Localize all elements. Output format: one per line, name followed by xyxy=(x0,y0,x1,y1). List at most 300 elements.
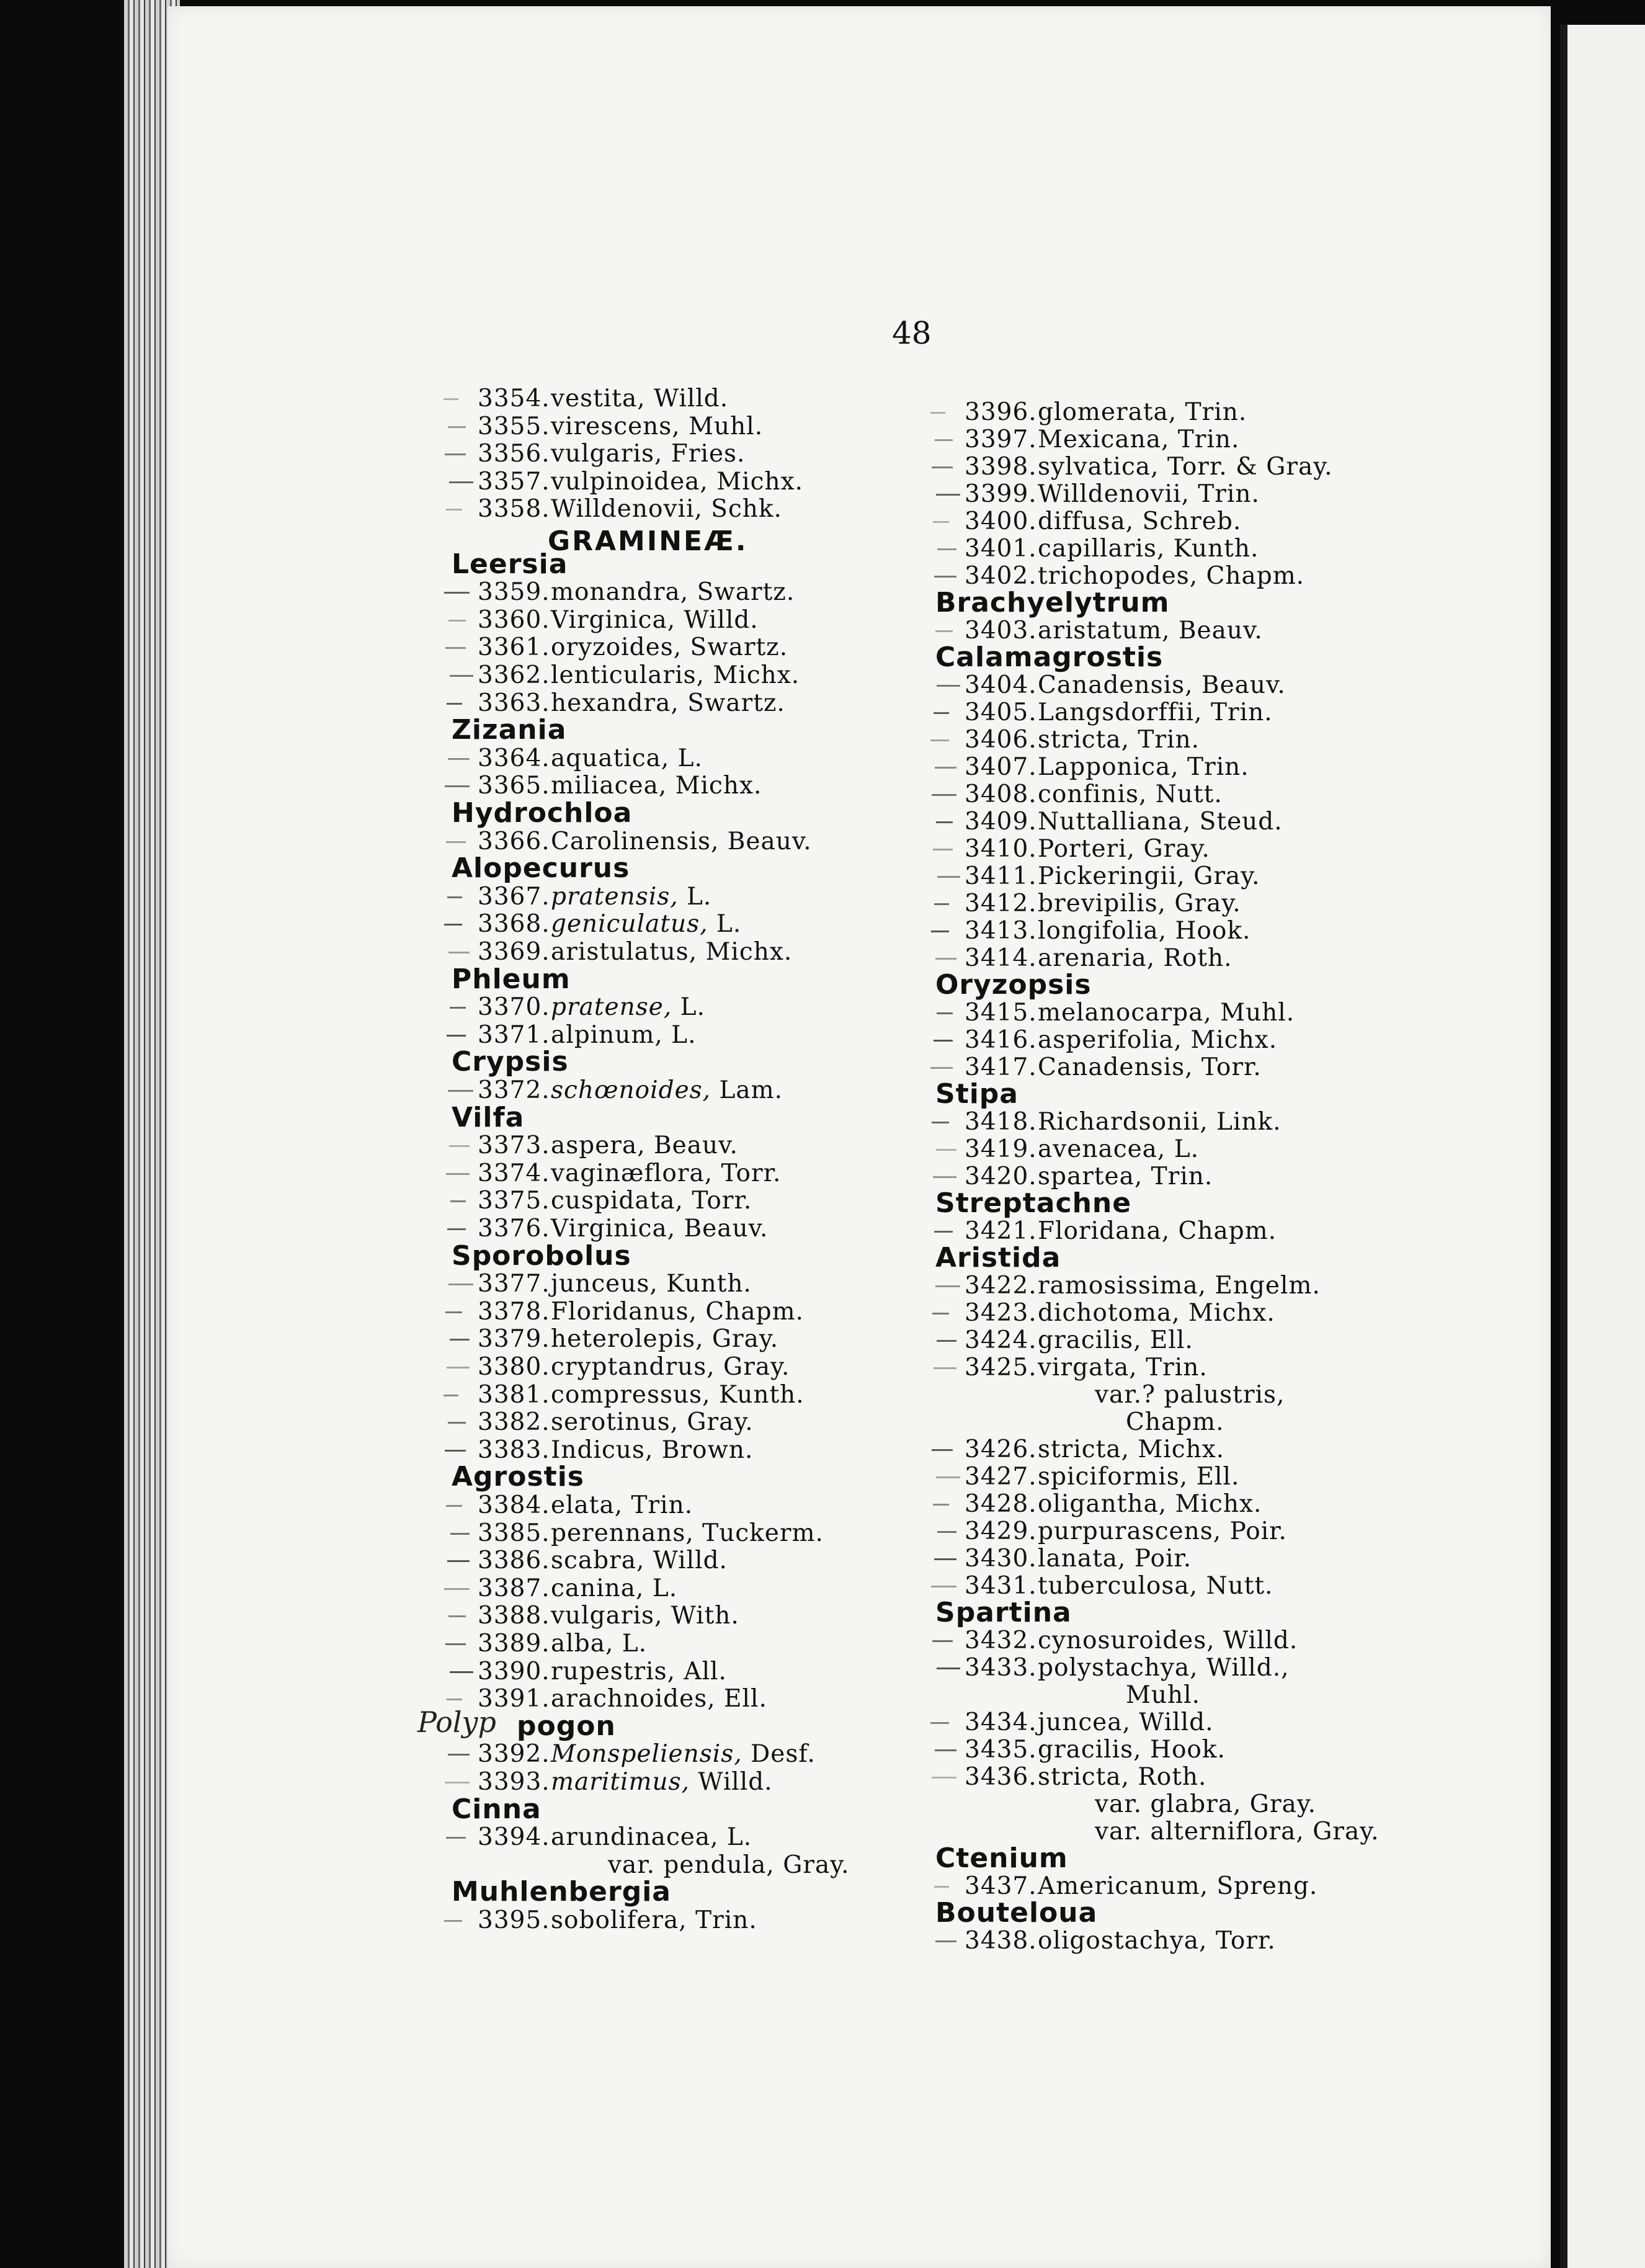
pencil-tick-mark xyxy=(447,1367,470,1368)
catalogue-entry xyxy=(965,1763,1206,1791)
species-name: aspera, Beauv. xyxy=(551,1132,738,1160)
species-name: oryzoides, Swartz. xyxy=(551,633,788,662)
pencil-tick-mark xyxy=(933,849,953,850)
species-name: Indicus, Brown. xyxy=(551,1435,754,1464)
pencil-tick-mark xyxy=(446,841,466,843)
pencil-tick-mark xyxy=(931,931,949,932)
catalogue-entry xyxy=(478,1298,804,1326)
species-name: gracilis, Hook. xyxy=(1038,1736,1226,1764)
pencil-tick-mark xyxy=(935,1940,956,1942)
species-name: arenaria, Roth. xyxy=(1038,944,1233,972)
species-name: Desf. xyxy=(742,1740,816,1769)
catalogue-entry xyxy=(478,440,745,468)
catalogue-entry xyxy=(965,535,1259,563)
catalogue-entry xyxy=(965,1572,1273,1600)
catalogue-entry xyxy=(965,1627,1298,1654)
pencil-tick-mark xyxy=(448,952,470,953)
species-name: vulpinoidea, Michx. xyxy=(551,467,803,496)
species-name: junceus, Kunth. xyxy=(551,1270,752,1298)
pencil-tick-mark xyxy=(932,794,956,796)
catalogue-entry xyxy=(965,1872,1317,1900)
species-name: tuberculosa, Nutt. xyxy=(1038,1572,1273,1600)
species-name: lanata, Poir. xyxy=(1038,1545,1192,1573)
entry-number: 3372. xyxy=(478,1076,550,1104)
catalogue-entry xyxy=(478,385,728,413)
pencil-tick-mark xyxy=(934,903,949,905)
pencil-tick-mark xyxy=(930,739,949,741)
species-name: vulgaris, With. xyxy=(551,1602,739,1630)
pencil-tick-mark xyxy=(447,1560,470,1562)
catalogue-entry xyxy=(965,1026,1277,1054)
species-name: Willd. xyxy=(690,1768,773,1796)
catalogue-entry xyxy=(478,883,711,911)
entry-number: 3400. xyxy=(965,507,1037,535)
entry-number: 3426. xyxy=(965,1435,1037,1463)
entry-number: 3409. xyxy=(965,808,1037,836)
species-name: Floridana, Chapm. xyxy=(1038,1217,1277,1245)
pencil-tick-mark xyxy=(450,1533,470,1535)
species-name: sobolifera, Trin. xyxy=(551,1906,757,1934)
entry-number: 3414. xyxy=(965,944,1037,972)
genus-heading: Leersia xyxy=(452,548,568,580)
catalogue-entry xyxy=(965,726,1200,754)
variety-line: var. pendula, Gray. xyxy=(608,1851,850,1879)
species-name-italic: maritimus, xyxy=(551,1768,690,1796)
catalogue-entry xyxy=(478,689,785,717)
catalogue-entry xyxy=(965,562,1304,590)
entry-number: 3384. xyxy=(478,1491,550,1519)
entry-number: 3436. xyxy=(965,1763,1037,1791)
species-name: aristulatus, Michx. xyxy=(551,938,793,966)
entry-number: 3435. xyxy=(965,1736,1037,1764)
entry-number: 3377. xyxy=(478,1270,550,1298)
entry-number: 3394. xyxy=(478,1823,550,1852)
entry-number: 3427. xyxy=(965,1463,1037,1491)
entry-number: 3375. xyxy=(478,1187,550,1215)
entry-number: 3382. xyxy=(478,1408,550,1437)
entry-number: 3361. xyxy=(478,633,550,662)
variety-line: var. alterniflora, Gray. xyxy=(1095,1818,1380,1846)
species-name: Lapponica, Trin. xyxy=(1038,753,1249,781)
species-name: L. xyxy=(708,910,742,939)
pencil-tick-mark xyxy=(447,896,462,898)
entry-number: 3413. xyxy=(965,917,1037,945)
entry-number: 3430. xyxy=(965,1545,1037,1573)
catalogue-entry xyxy=(965,617,1263,645)
species-name: Canadensis, Beauv. xyxy=(1038,671,1286,699)
book-page xyxy=(167,6,1551,2268)
entry-number: 3408. xyxy=(965,780,1037,808)
species-name: stricta, Trin. xyxy=(1038,726,1200,754)
entry-number: 3386. xyxy=(478,1547,550,1575)
catalogue-entry xyxy=(965,1517,1287,1545)
catalogue-entry xyxy=(478,633,788,661)
genus-heading: Brachyelytrum xyxy=(935,587,1170,618)
entry-number: 3418. xyxy=(965,1108,1037,1136)
species-name: Americanum, Spreng. xyxy=(1038,1872,1318,1900)
entry-number: 3378. xyxy=(478,1297,550,1326)
entry-number: 3364. xyxy=(478,744,550,772)
entry-number: 3396. xyxy=(965,398,1037,426)
pencil-tick-mark xyxy=(935,1285,960,1287)
entry-number: 3360. xyxy=(478,605,550,634)
pencil-tick-mark xyxy=(937,548,956,550)
pencil-tick-mark xyxy=(936,1149,956,1151)
pencil-tick-mark xyxy=(932,1777,956,1779)
entry-number: 3371. xyxy=(478,1020,550,1049)
genus-heading: Muhlenbergia xyxy=(452,1876,671,1908)
species-name: polystachya, Willd., xyxy=(1038,1654,1290,1682)
pencil-tick-mark xyxy=(447,703,462,705)
catalogue-entry xyxy=(478,1132,738,1159)
catalogue-entry xyxy=(478,910,741,938)
species-name: oligantha, Michx. xyxy=(1038,1490,1262,1518)
species-name: virgata, Trin. xyxy=(1038,1354,1208,1382)
pencil-tick-mark xyxy=(446,1173,470,1175)
species-name: brevipilis, Gray. xyxy=(1038,890,1241,917)
catalogue-entry xyxy=(478,1658,727,1685)
catalogue-entry xyxy=(965,1463,1239,1491)
pencil-tick-mark xyxy=(449,1145,470,1147)
pencil-tick-mark xyxy=(450,1671,473,1673)
entry-number: 3421. xyxy=(965,1217,1037,1245)
pencil-tick-mark xyxy=(447,1699,462,1700)
pencil-tick-mark xyxy=(930,1722,949,1724)
catalogue-entry xyxy=(965,808,1283,836)
pencil-tick-mark xyxy=(448,1615,466,1617)
catalogue-entry xyxy=(478,1547,728,1574)
entry-number: 3431. xyxy=(965,1572,1037,1600)
catalogue-entry xyxy=(965,480,1260,508)
pencil-tick-mark xyxy=(446,1505,462,1507)
pencil-tick-mark xyxy=(447,1035,466,1037)
pencil-tick-mark xyxy=(930,1067,953,1069)
entry-number: 3425. xyxy=(965,1354,1037,1382)
catalogue-entry xyxy=(478,1215,768,1243)
catalogue-entry xyxy=(965,1272,1321,1300)
species-name: capillaris, Kunth. xyxy=(1038,535,1259,563)
pencil-tick-mark xyxy=(935,630,953,632)
entry-number: 3355. xyxy=(478,412,550,440)
species-name: alba, L. xyxy=(551,1630,648,1658)
species-name: arachnoides, Ell. xyxy=(551,1685,767,1713)
pencil-tick-mark xyxy=(445,1311,462,1313)
genus-heading: Streptachne xyxy=(935,1187,1132,1219)
species-name: vestita, Willd. xyxy=(551,385,729,413)
species-name: vulgaris, Fries. xyxy=(551,440,746,468)
catalogue-entry xyxy=(478,1187,752,1215)
entry-number: 3374. xyxy=(478,1159,550,1187)
pencil-tick-mark xyxy=(445,1782,470,1784)
entry-number: 3404. xyxy=(965,671,1037,699)
species-name: avenacea, L. xyxy=(1038,1135,1199,1163)
pencil-tick-mark xyxy=(934,576,956,578)
species-name: arundinacea, L. xyxy=(551,1823,752,1852)
catalogue-entry xyxy=(478,1768,773,1796)
pencil-tick-mark xyxy=(932,1640,953,1642)
catalogue-entry xyxy=(478,1381,805,1409)
entry-number: 3411. xyxy=(965,862,1037,890)
catalogue-entry xyxy=(478,1491,693,1519)
genus-heading: Hydrochloa xyxy=(452,797,633,829)
species-name: Floridanus, Chapm. xyxy=(551,1297,804,1326)
species-name: Richardsonii, Link. xyxy=(1038,1108,1282,1136)
entry-number: 3376. xyxy=(478,1215,550,1243)
catalogue-entry xyxy=(478,468,803,496)
genus-heading: Sporobolus xyxy=(452,1239,631,1272)
species-name: rupestris, All. xyxy=(551,1657,727,1685)
pencil-tick-mark xyxy=(936,494,960,496)
entry-number: 3380. xyxy=(478,1353,550,1381)
entry-number: 3397. xyxy=(965,426,1037,453)
species-name: gracilis, Ell. xyxy=(1038,1326,1193,1354)
catalogue-entry xyxy=(478,938,792,966)
entry-number: 3391. xyxy=(478,1685,550,1713)
pencil-tick-mark xyxy=(448,1754,470,1756)
catalogue-entry xyxy=(478,578,795,606)
entry-number: 3369. xyxy=(478,938,550,966)
pencil-tick-mark xyxy=(935,439,953,441)
pencil-tick-mark xyxy=(937,685,960,687)
genus-heading: Ctenium xyxy=(935,1842,1068,1874)
species-name: hexandra, Swartz. xyxy=(551,689,785,717)
entry-number: 3395. xyxy=(478,1906,550,1934)
entry-number: 3424. xyxy=(965,1326,1037,1354)
pencil-tick-mark xyxy=(934,1367,956,1369)
pencil-tick-mark xyxy=(931,1586,956,1587)
genus-heading: Vilfa xyxy=(452,1101,525,1133)
species-name: aristatum, Beauv. xyxy=(1038,617,1263,645)
pencil-tick-mark xyxy=(937,1340,956,1342)
species-name: Virginica, Willd. xyxy=(551,605,759,634)
entry-number: 3381. xyxy=(478,1380,550,1409)
catalogue-entry xyxy=(478,1685,767,1713)
handwritten-annotation: Polyp xyxy=(417,1705,496,1739)
catalogue-entry xyxy=(965,453,1333,481)
catalogue-entry xyxy=(478,495,782,523)
pencil-tick-mark xyxy=(934,1558,956,1560)
genus-heading: Calamagrostis xyxy=(935,641,1164,673)
entry-number: 3401. xyxy=(965,535,1037,563)
pencil-tick-mark xyxy=(935,767,956,769)
species-name: stricta, Michx. xyxy=(1038,1435,1225,1463)
entry-number: 3405. xyxy=(965,699,1037,726)
pencil-tick-mark xyxy=(445,785,470,787)
species-name: confinis, Nutt. xyxy=(1038,780,1223,808)
catalogue-entry xyxy=(478,661,800,689)
entry-number: 3402. xyxy=(965,562,1037,590)
catalogue-entry xyxy=(478,606,759,634)
species-name: melanocarpa, Muhl. xyxy=(1038,999,1295,1027)
species-name: compressus, Kunth. xyxy=(551,1380,805,1409)
pencil-tick-mark xyxy=(934,1886,949,1888)
catalogue-entry xyxy=(965,398,1247,426)
pencil-tick-mark xyxy=(448,758,470,760)
catalogue-entry xyxy=(965,699,1273,726)
species-name: Willdenovii, Trin. xyxy=(1038,480,1260,508)
entry-number: 3389. xyxy=(478,1630,550,1658)
catalogue-entry xyxy=(965,999,1295,1027)
entry-number: 3388. xyxy=(478,1602,550,1630)
species-name: stricta, Roth. xyxy=(1038,1763,1207,1791)
pencil-tick-mark xyxy=(933,521,949,523)
species-name: Nuttalliana, Steud. xyxy=(1038,808,1283,836)
catalogue-entry xyxy=(478,1436,753,1464)
entry-number: 3399. xyxy=(965,480,1037,508)
entry-number: 3356. xyxy=(478,440,550,468)
catalogue-entry xyxy=(965,780,1223,808)
page-number: 48 xyxy=(892,315,932,351)
pencil-tick-mark xyxy=(445,453,466,455)
species-name: cuspidata, Torr. xyxy=(551,1187,752,1215)
species-name: heterolepis, Gray. xyxy=(551,1325,779,1354)
pencil-tick-mark xyxy=(930,412,945,414)
species-name: miliacea, Michx. xyxy=(551,772,762,800)
entry-number: 3433. xyxy=(965,1654,1037,1682)
pencil-tick-mark xyxy=(446,509,462,511)
species-name: juncea, Willd. xyxy=(1038,1708,1214,1736)
pencil-tick-mark xyxy=(448,620,466,622)
species-name: L. xyxy=(678,882,712,911)
pencil-tick-mark xyxy=(447,1228,466,1230)
catalogue-entry xyxy=(478,828,812,855)
pencil-tick-mark xyxy=(937,1012,953,1014)
pencil-tick-mark xyxy=(937,876,960,878)
pencil-tick-mark xyxy=(445,1643,466,1645)
species-name: alpinum, L. xyxy=(551,1020,697,1049)
catalogue-entry xyxy=(478,1906,757,1934)
catalogue-entry xyxy=(965,1490,1262,1518)
entry-number: 3358. xyxy=(478,495,550,524)
entry-number: 3422. xyxy=(965,1272,1037,1300)
entry-number: 3383. xyxy=(478,1435,550,1464)
pencil-tick-mark xyxy=(448,1422,466,1424)
pencil-tick-mark xyxy=(446,1837,466,1839)
entry-number: 3428. xyxy=(965,1490,1037,1518)
species-name: perennans, Tuckerm. xyxy=(551,1519,824,1547)
entry-number: 3417. xyxy=(965,1053,1037,1081)
entry-number: 3410. xyxy=(965,835,1037,863)
catalogue-entry xyxy=(965,944,1233,972)
genus-heading: Alopecurus xyxy=(452,852,630,885)
catalogue-entry xyxy=(965,1354,1208,1382)
entry-number: 3434. xyxy=(965,1708,1037,1736)
species-name: glomerata, Trin. xyxy=(1038,398,1247,426)
species-name: longifolia, Hook. xyxy=(1038,917,1251,945)
species-name: Virginica, Beauv. xyxy=(551,1215,769,1243)
species-name: canina, L. xyxy=(551,1574,678,1602)
catalogue-entry xyxy=(478,1325,778,1353)
facing-page-edge xyxy=(1560,25,1645,2268)
species-name: vaginæflora, Torr. xyxy=(551,1159,782,1187)
catalogue-entry xyxy=(478,1021,696,1049)
variety-line: var.? palustris, xyxy=(1095,1381,1285,1409)
catalogue-entry xyxy=(965,917,1250,945)
entry-number: 3393. xyxy=(478,1768,550,1796)
entry-number: 3406. xyxy=(965,726,1037,754)
pencil-tick-mark xyxy=(934,1040,953,1042)
entry-number: 3363. xyxy=(478,689,550,717)
pencil-tick-mark xyxy=(935,958,956,960)
genus-heading: Aristida xyxy=(935,1242,1061,1274)
genus-heading: Agrostis xyxy=(452,1461,584,1493)
entry-number: 3368. xyxy=(478,910,550,939)
species-name: purpurascens, Poir. xyxy=(1038,1517,1287,1545)
catalogue-entry xyxy=(478,772,762,800)
catalogue-entry xyxy=(965,1217,1277,1245)
pencil-tick-mark xyxy=(937,1531,956,1533)
species-name: spartea, Trin. xyxy=(1038,1163,1213,1190)
entry-number: 3438. xyxy=(965,1927,1037,1955)
catalogue-entry xyxy=(965,1299,1275,1327)
pencil-tick-mark xyxy=(934,1231,953,1233)
entry-number: 3429. xyxy=(965,1517,1037,1545)
entry-number: 3390. xyxy=(478,1657,550,1685)
species-name: spiciformis, Ell. xyxy=(1038,1463,1240,1491)
entry-number: 3373. xyxy=(478,1132,550,1160)
species-name: oligostachya, Torr. xyxy=(1038,1927,1276,1955)
pencil-tick-mark xyxy=(448,426,466,428)
catalogue-entry xyxy=(478,744,703,772)
species-name: monandra, Swartz. xyxy=(551,578,795,607)
pencil-tick-mark xyxy=(444,592,470,594)
pencil-tick-mark xyxy=(445,647,466,649)
genus-heading: Crypsis xyxy=(452,1046,569,1078)
entry-number: 3379. xyxy=(478,1325,550,1354)
species-name: trichopodes, Chapm. xyxy=(1038,562,1305,590)
species-name: dichotoma, Michx. xyxy=(1038,1299,1275,1327)
entry-number: 3419. xyxy=(965,1135,1037,1163)
variety-line: var. glabra, Gray. xyxy=(1095,1790,1317,1818)
pencil-tick-mark xyxy=(937,1668,960,1669)
entry-number: 3387. xyxy=(478,1574,550,1602)
entry-number: 3415. xyxy=(965,999,1037,1027)
pencil-tick-mark xyxy=(444,398,458,400)
entry-number: 3407. xyxy=(965,753,1037,781)
catalogue-entry xyxy=(965,1736,1226,1764)
catalogue-entry xyxy=(965,671,1286,699)
species-name: scabra, Willd. xyxy=(551,1547,728,1575)
species-name: elata, Trin. xyxy=(551,1491,693,1519)
catalogue-entry xyxy=(965,890,1241,917)
catalogue-entry xyxy=(478,1408,754,1436)
entry-number: 3398. xyxy=(965,453,1037,481)
pencil-tick-mark xyxy=(933,1504,949,1506)
catalogue-entry xyxy=(478,1630,647,1658)
catalogue-entry xyxy=(965,835,1210,863)
catalogue-entry xyxy=(965,1135,1199,1163)
entry-number: 3354. xyxy=(478,385,550,413)
catalogue-entry xyxy=(478,1353,790,1381)
species-name-italic: pratense, xyxy=(551,993,672,1022)
pencil-tick-mark xyxy=(932,1313,949,1315)
species-name: virescens, Muhl. xyxy=(551,412,764,440)
pencil-tick-mark xyxy=(450,675,473,677)
species-name: Langsdorffii, Trin. xyxy=(1038,699,1273,726)
pencil-tick-mark xyxy=(444,1920,462,1922)
entry-number: 3357. xyxy=(478,467,550,496)
pencil-tick-mark xyxy=(449,481,473,483)
catalogue-entry xyxy=(965,1708,1213,1736)
pencil-tick-mark xyxy=(445,1450,466,1452)
catalogue-entry xyxy=(478,1823,752,1851)
entry-number: 3423. xyxy=(965,1299,1037,1327)
catalogue-entry xyxy=(478,993,705,1021)
species-name-italic: schœnoides, xyxy=(551,1076,711,1104)
species-name: Mexicana, Trin. xyxy=(1038,426,1240,453)
pencil-tick-mark xyxy=(450,1007,466,1009)
catalogue-entry xyxy=(965,1108,1282,1136)
